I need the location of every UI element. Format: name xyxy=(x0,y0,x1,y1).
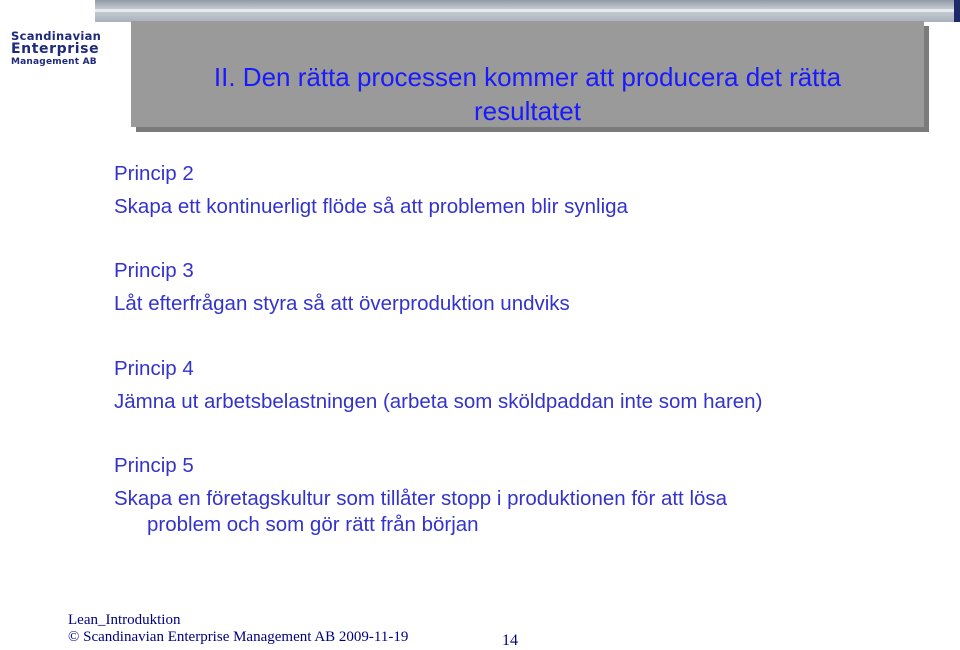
principle-4-text: Jämna ut arbetsbelastningen (arbeta som sköldpaddan inte som haren) xyxy=(114,390,763,413)
principle-2-text: Skapa ett kontinuerligt flöde så att problemen blir synliga xyxy=(114,195,628,218)
footer-doc-name: Lean_Introduktion xyxy=(68,612,181,628)
principle-5-heading: Princip 5 xyxy=(114,454,194,477)
top-decorative-bar xyxy=(95,0,960,22)
company-logo xyxy=(0,22,102,84)
principle-3-text: Låt efterfrågan styra så att överproduktion undviks xyxy=(114,292,570,315)
footer-copyright: © Scandinavian Enterprise Management AB 2009-11-19 xyxy=(68,629,409,645)
slide-title-line-2: resultatet xyxy=(474,96,581,126)
top-bar-stripe xyxy=(95,9,960,12)
logo-line-1: Scandinavian xyxy=(11,29,102,43)
page-number: 14 xyxy=(502,632,518,649)
logo-line-3: Management AB xyxy=(11,57,97,67)
principle-5-text: Skapa en företagskultur som tillåter stopp i produktionen för att lösa xyxy=(114,487,728,510)
logo-line-2: Enterprise xyxy=(11,41,100,57)
principle-5-text-cont: problem och som gör rätt från början xyxy=(147,513,479,536)
top-bar-edge xyxy=(954,0,960,22)
title-panel xyxy=(131,21,924,127)
slide-title-line-1: II. Den rätta processen kommer att producera det rätta xyxy=(213,62,842,92)
principle-4-heading: Princip 4 xyxy=(114,357,194,380)
principle-3-heading: Princip 3 xyxy=(114,259,194,282)
principle-2-heading: Princip 2 xyxy=(114,162,194,185)
